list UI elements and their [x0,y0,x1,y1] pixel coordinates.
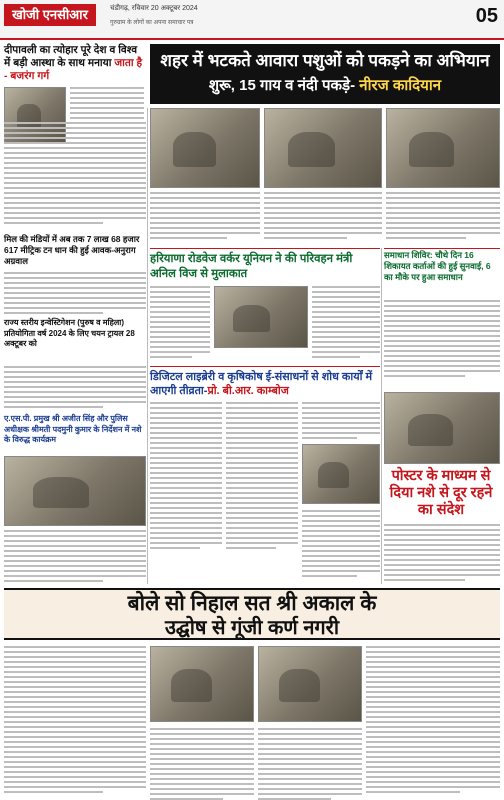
digital-library-headline [150,370,380,398]
section-rule-roadways [150,248,380,249]
roadways-photo [214,286,308,348]
police-campaign-photo [4,456,146,526]
bottom-body-col2 [150,728,254,800]
bottom-banner-line2: उद्घोष से गूंजी कर्ण नगरी [164,617,340,639]
poster-event-photo [384,392,500,464]
poster-headline: पोस्टर के माध्यम से दिया नशे से दूर रहने का संदेश [389,468,493,518]
main-banner-headline [150,44,500,104]
main-banner-line1: शहर में भटकते आवारा पशुओं को पकड़ने का अभियान [160,51,490,70]
roadways-body-col3 [312,286,380,361]
digital-library-headline-lead: डिजिटल लाइब्रेरी व कृषिकोष ई-संसाधनों से शोध कार्यों में आएगी तीव्रता- [150,371,373,397]
masthead [0,0,504,40]
cattle-body-col1 [150,192,260,242]
cattle-photo-1 [150,108,260,188]
camp-headline: समाधान शिविर: चौथे दिन 16 शिकायत कर्ताओं की हुई सुनवाई, 6 का मौके पर हुआ समाधान [384,250,491,282]
camp-body [384,300,500,380]
top-left-headline-lead: दीपावली का त्योहार पूरे देश व विश्व में बड़ी आस्था के साथ मनाया [4,44,138,69]
bottom-body-col1 [4,646,146,796]
newspaper-name: खोजी एनसीआर [4,4,96,26]
police-campaign-body [4,530,146,585]
roadways-headline: हरियाणा रोडवेज वर्कर यूनियन ने की परिवहन मंत्री अनिल विज से मुलाकात [150,253,353,280]
cattle-body-col3 [386,192,500,242]
page-number: 05 [475,5,498,27]
procession-photo-2 [258,646,362,722]
bottom-body-col4 [366,646,500,796]
poster-body [384,524,500,584]
cattle-photo-3 [386,108,500,188]
grain-market-headline: मिल की मंडियों में अब तक 7 लाख 68 हजार 617 मीट्रिक टन धान की हुई आवक-अनुराग अग्रवाल [4,234,140,266]
police-campaign-headline: ए.एस.पी. प्रमुख श्री अजीत सिंह और पुलिस अधीक्षक श्रीमती पदमुनी कुमार के निर्देशन में नशे के विरुद्ध कार्यक्रम [4,414,142,444]
section-rule-digital [150,366,380,367]
digital-body-col1 [150,402,222,552]
column-divider-2 [381,248,382,584]
bottom-banner-line1: बोले सो निहाल सत श्री अकाल के [127,592,377,615]
digital-body-col3b [302,510,380,580]
top-left-headline-byline: जाता है - बजरंग गर्ग [4,57,143,82]
state-competition-headline: राज्य स्तरीय इन्वेस्टिगेशन (पुरुष व महिला) प्रतियोगिता वर्ष 2024 के लिए चयन ट्रायल 28 अक्टूबर को [4,318,135,348]
main-banner-line2 [160,75,490,97]
bottom-banner-headline [4,588,500,640]
digital-library-photo [302,444,380,504]
grain-market-body [4,272,146,317]
left-body-1 [4,122,146,227]
column-divider-1 [147,108,148,584]
masthead-subline: गुरुग्राम के लोगों का अपना समाचार पत्र [110,20,194,26]
digital-body-col2 [226,402,298,552]
bottom-body-col3 [258,728,362,800]
digital-library-byline: प्रो. बी.आर. काम्बोज [207,385,289,397]
procession-photo-1 [150,646,254,722]
main-banner-line2-main: शुरू, 15 गाय व नंदी पकड़े- [208,77,356,94]
state-competition-body [4,366,146,411]
top-left-headline [4,44,146,83]
cattle-body-col2 [264,192,382,242]
section-rule-camp [384,248,500,249]
dateline: चंडीगढ़, रविवार 20 अक्टूबर 2024 [110,5,198,12]
digital-body-col3 [302,402,380,442]
main-banner-byline: नीरज कादियान [355,77,442,94]
cattle-photo-2 [264,108,382,188]
roadways-body-col1 [150,286,210,361]
